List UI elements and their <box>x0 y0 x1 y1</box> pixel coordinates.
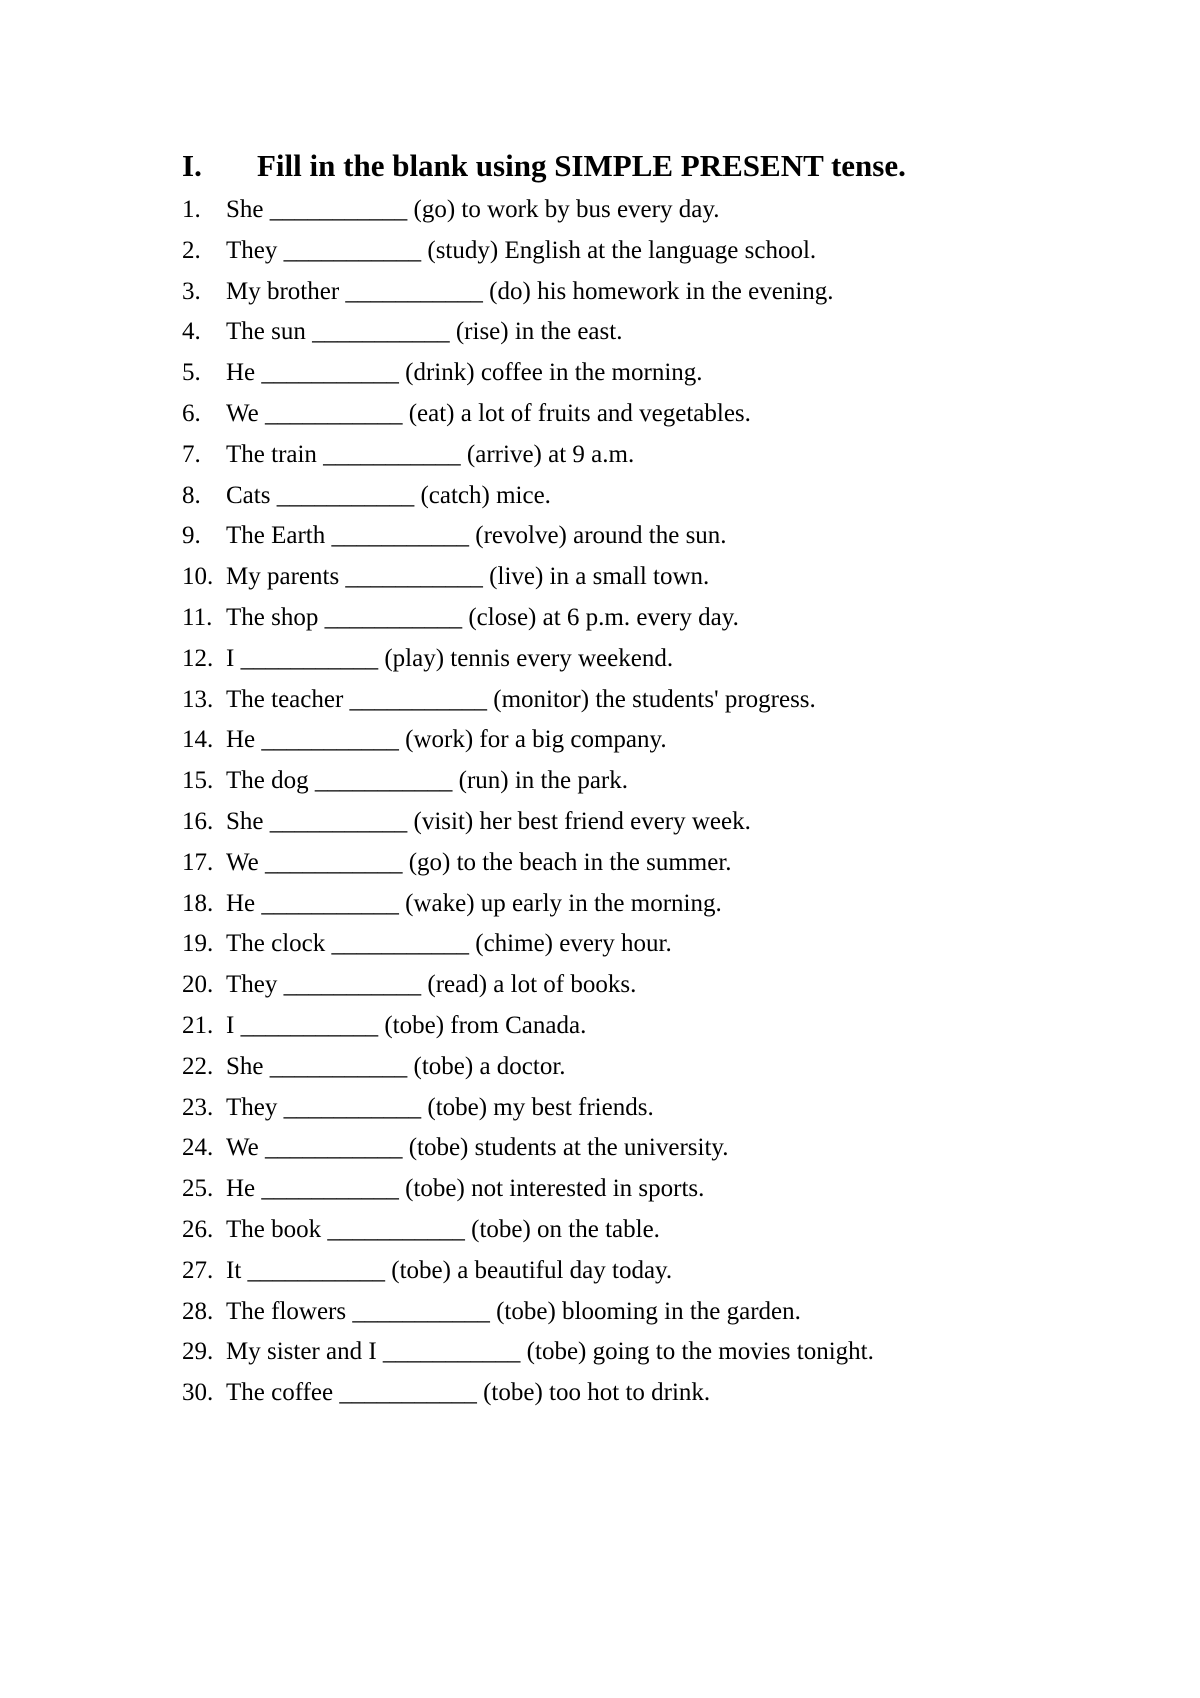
exercise-number: 30. <box>182 1379 214 1407</box>
exercise-number: 16. <box>182 807 214 835</box>
exercise-item <box>182 394 1172 435</box>
exercise-sentence: I ___________ (tobe) from Canada. <box>226 1011 587 1039</box>
exercise-number: 14. <box>182 726 214 754</box>
exercise-item <box>182 1006 1172 1047</box>
exercise-item <box>182 516 1172 557</box>
exercise-number: 2. <box>182 236 201 264</box>
exercise-item <box>182 965 1172 1006</box>
exercise-item <box>182 598 1172 639</box>
exercise-sentence: She ___________ (visit) her best friend every week. <box>226 807 751 835</box>
exercise-item <box>182 1332 1172 1373</box>
exercise-sentence: I ___________ (play) tennis every weekend. <box>226 644 674 672</box>
exercise-number: 17. <box>182 848 214 876</box>
exercise-number: 4. <box>182 318 201 346</box>
exercise-number: 18. <box>182 889 214 917</box>
exercise-sentence: The flowers ___________ (tobe) blooming in the garden. <box>226 1297 801 1325</box>
exercise-sentence: The clock ___________ (chime) every hour. <box>226 930 672 958</box>
exercise-item <box>182 190 1172 231</box>
exercise-number: 26. <box>182 1215 214 1243</box>
section-number: I. <box>182 148 202 183</box>
exercise-sentence: They ___________ (read) a lot of books. <box>226 971 637 999</box>
exercise-item <box>182 884 1172 925</box>
exercise-sentence: The dog ___________ (run) in the park. <box>226 767 629 795</box>
exercise-number: 23. <box>182 1093 214 1121</box>
exercise-item <box>182 761 1172 802</box>
exercise-item <box>182 272 1172 313</box>
exercise-item <box>182 720 1172 761</box>
exercise-item <box>182 1251 1172 1292</box>
exercise-number: 7. <box>182 440 201 468</box>
exercise-sentence: The teacher ___________ (monitor) the students' progress. <box>226 685 816 713</box>
exercise-sentence: Cats ___________ (catch) mice. <box>226 481 551 509</box>
exercise-sentence: We ___________ (go) to the beach in the summer. <box>226 848 732 876</box>
exercise-number: 21. <box>182 1011 214 1039</box>
section-heading <box>182 142 906 190</box>
exercise-item <box>182 843 1172 884</box>
exercise-item <box>182 639 1172 680</box>
exercise-number: 6. <box>182 399 201 427</box>
exercise-item <box>182 1128 1172 1169</box>
exercise-item <box>182 1292 1172 1333</box>
exercise-sentence: The coffee ___________ (tobe) too hot to drink. <box>226 1379 711 1407</box>
exercise-item <box>182 1373 1172 1414</box>
exercise-number: 9. <box>182 522 201 550</box>
exercise-number: 29. <box>182 1338 214 1366</box>
exercise-item <box>182 924 1172 965</box>
exercise-number: 19. <box>182 930 214 958</box>
exercise-sentence: My parents ___________ (live) in a small town. <box>226 563 710 591</box>
exercise-number: 13. <box>182 685 214 713</box>
exercise-item <box>182 1169 1172 1210</box>
exercise-number: 15. <box>182 767 214 795</box>
exercise-item <box>182 1047 1172 1088</box>
exercise-sentence: They ___________ (study) English at the language school. <box>226 236 817 264</box>
exercise-sentence: We ___________ (tobe) students at the university. <box>226 1134 729 1162</box>
exercise-number: 5. <box>182 359 201 387</box>
exercise-item <box>182 1088 1172 1129</box>
exercise-number: 20. <box>182 971 214 999</box>
section-title: Fill in the blank using SIMPLE PRESENT tense. <box>257 148 906 183</box>
exercise-number: 25. <box>182 1175 214 1203</box>
exercise-sentence: She ___________ (tobe) a doctor. <box>226 1052 566 1080</box>
exercise-sentence: The sun ___________ (rise) in the east. <box>226 318 623 346</box>
exercise-number: 24. <box>182 1134 214 1162</box>
exercise-sentence: The train ___________ (arrive) at 9 a.m. <box>226 440 635 468</box>
exercise-item <box>182 435 1172 476</box>
exercise-number: 3. <box>182 277 201 305</box>
exercise-number: 1. <box>182 196 201 223</box>
exercise-number: 8. <box>182 481 201 509</box>
exercise-number: 22. <box>182 1052 214 1080</box>
exercise-sentence: My sister and I ___________ (tobe) going to the movies tonight. <box>226 1338 874 1366</box>
exercise-sentence: She ___________ (go) to work by bus every day. <box>226 196 720 223</box>
exercise-item <box>182 312 1172 353</box>
exercise-number: 11. <box>182 603 213 631</box>
exercise-sentence: The shop ___________ (close) at 6 p.m. every day. <box>226 603 739 631</box>
exercise-item <box>182 1210 1172 1251</box>
exercise-number: 28. <box>182 1297 214 1325</box>
exercise-sentence: The book ___________ (tobe) on the table. <box>226 1215 660 1243</box>
exercise-sentence: The Earth ___________ (revolve) around the sun. <box>226 522 727 550</box>
exercise-item <box>182 802 1172 843</box>
exercise-item <box>182 231 1172 272</box>
exercise-item <box>182 353 1172 394</box>
exercise-sentence: He ___________ (work) for a big company. <box>226 726 667 754</box>
exercise-sentence: My brother ___________ (do) his homework in the evening. <box>226 277 834 305</box>
exercise-number: 27. <box>182 1256 214 1284</box>
exercise-sentence: He ___________ (drink) coffee in the morning. <box>226 359 703 387</box>
exercise-item <box>182 557 1172 598</box>
exercise-sentence: We ___________ (eat) a lot of fruits and vegetables. <box>226 399 751 427</box>
exercise-sentence: It ___________ (tobe) a beautiful day today. <box>226 1256 673 1284</box>
exercise-sentence: He ___________ (wake) up early in the morning. <box>226 889 722 917</box>
exercise-item <box>182 476 1172 517</box>
exercise-item <box>182 680 1172 721</box>
exercise-number: 12. <box>182 644 214 672</box>
exercise-number: 10. <box>182 563 214 591</box>
exercise-sentence: They ___________ (tobe) my best friends. <box>226 1093 654 1121</box>
exercise-list <box>182 190 1172 1414</box>
exercise-sentence: He ___________ (tobe) not interested in sports. <box>226 1175 705 1203</box>
